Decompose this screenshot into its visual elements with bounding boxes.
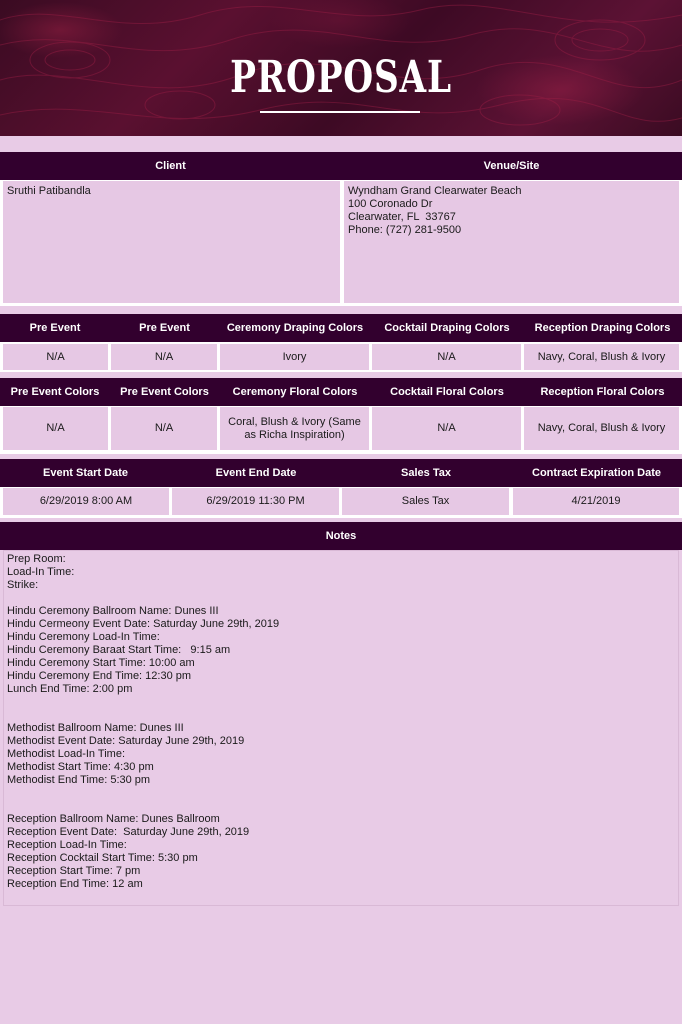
title-underline: [260, 111, 420, 113]
notes-line: Hindu Ceremony Baraat Start Time: 9:15 am: [7, 644, 231, 656]
notes-line: Prep Room:: [7, 553, 66, 565]
sales-tax-value: Sales Tax: [342, 488, 509, 515]
notes-line: Hindu Ceremony Start Time: 10:00 am: [7, 657, 195, 669]
client-name: Sruthi Patibandla: [7, 185, 91, 197]
venue-name: Wyndham Grand Clearwater Beach: [348, 185, 522, 197]
draping-header-reception: Reception Draping Colors: [523, 314, 682, 342]
floral-header-reception: Reception Floral Colors: [523, 378, 682, 406]
notes-line: Reception Ballroom Name: Dunes Ballroom: [7, 813, 220, 825]
floral-value-pre-event-1: N/A: [3, 407, 108, 450]
notes-line: Reception Cocktail Start Time: 5:30 pm: [7, 852, 198, 864]
notes-line: Hindu Ceremony End Time: 12:30 pm: [7, 670, 192, 682]
notes-line: Methodist Event Date: Saturday June 29th, 2019: [7, 735, 245, 747]
notes-line: Hindu Cermeony Event Date: Saturday June 29th, 2019: [7, 618, 280, 630]
draping-header-pre-event-1: Pre Event: [0, 314, 110, 342]
event-start-value: 6/29/2019 8:00 AM: [3, 488, 169, 515]
draping-value-pre-event-2: N/A: [111, 344, 217, 370]
notes-line: Methodist Ballroom Name: Dunes III: [7, 722, 184, 734]
draping-header-pre-event-2: Pre Event: [110, 314, 219, 342]
floral-header-pre-event-1: Pre Event Colors: [0, 378, 110, 406]
venue-header: Venue/Site: [341, 152, 682, 180]
contract-expiration-header: Contract Expiration Date: [511, 459, 682, 487]
draping-value-cocktail: N/A: [372, 344, 521, 370]
floral-header-pre-event-2: Pre Event Colors: [110, 378, 219, 406]
notes-line: Reception Load-In Time:: [7, 839, 127, 851]
venue-address: 100 Coronado Dr: [348, 198, 433, 210]
page-title: PROPOSAL: [230, 52, 452, 103]
event-end-value: 6/29/2019 11:30 PM: [172, 488, 339, 515]
notes-header: Notes: [0, 522, 682, 550]
draping-value-reception: Navy, Coral, Blush & Ivory: [524, 344, 679, 370]
notes-line: Reception End Time: 12 am: [7, 878, 143, 890]
floral-header-cocktail: Cocktail Floral Colors: [371, 378, 523, 406]
notes-line: Load-In Time:: [7, 566, 75, 578]
notes-line: Reception Start Time: 7 pm: [7, 865, 141, 877]
notes-line: [7, 696, 675, 709]
notes-line: Hindu Ceremony Ballroom Name: Dunes III: [7, 605, 219, 617]
client-box: [3, 181, 340, 303]
notes-line: [7, 592, 675, 605]
notes-line: Methodist End Time: 5:30 pm: [7, 774, 151, 786]
proposal-banner: [0, 0, 682, 136]
notes-line: Reception Event Date: Saturday June 29th, 2019: [7, 826, 250, 838]
notes-line: [7, 709, 675, 722]
floral-value-cocktail: N/A: [372, 407, 521, 450]
notes-line: Methodist Start Time: 4:30 pm: [7, 761, 154, 773]
notes-line: [7, 787, 675, 800]
floral-value-ceremony: Coral, Blush & Ivory (Same as Richa Inspiration): [220, 407, 369, 450]
venue-phone: Phone: (727) 281-9500: [348, 224, 462, 236]
floral-value-pre-event-2: N/A: [111, 407, 217, 450]
draping-header-ceremony: Ceremony Draping Colors: [219, 314, 371, 342]
notes-line: Hindu Ceremony Load-In Time:: [7, 631, 160, 643]
event-start-header: Event Start Date: [0, 459, 171, 487]
notes-line: Lunch End Time: 2:00 pm: [7, 683, 133, 695]
venue-city: Clearwater, FL 33767: [348, 211, 456, 223]
draping-value-ceremony: Ivory: [220, 344, 369, 370]
sales-tax-header: Sales Tax: [341, 459, 511, 487]
draping-header-cocktail: Cocktail Draping Colors: [371, 314, 523, 342]
event-end-header: Event End Date: [171, 459, 341, 487]
notes-box: [3, 550, 679, 906]
draping-value-pre-event-1: N/A: [3, 344, 108, 370]
contract-expiration-value: 4/21/2019: [513, 488, 679, 515]
venue-box: [344, 181, 679, 303]
notes-line: Strike:: [7, 579, 39, 591]
floral-header-ceremony: Ceremony Floral Colors: [219, 378, 371, 406]
notes-line: Methodist Load-In Time:: [7, 748, 126, 760]
client-header: Client: [0, 152, 341, 180]
notes-line: [7, 800, 675, 813]
floral-value-reception: Navy, Coral, Blush & Ivory: [524, 407, 679, 450]
